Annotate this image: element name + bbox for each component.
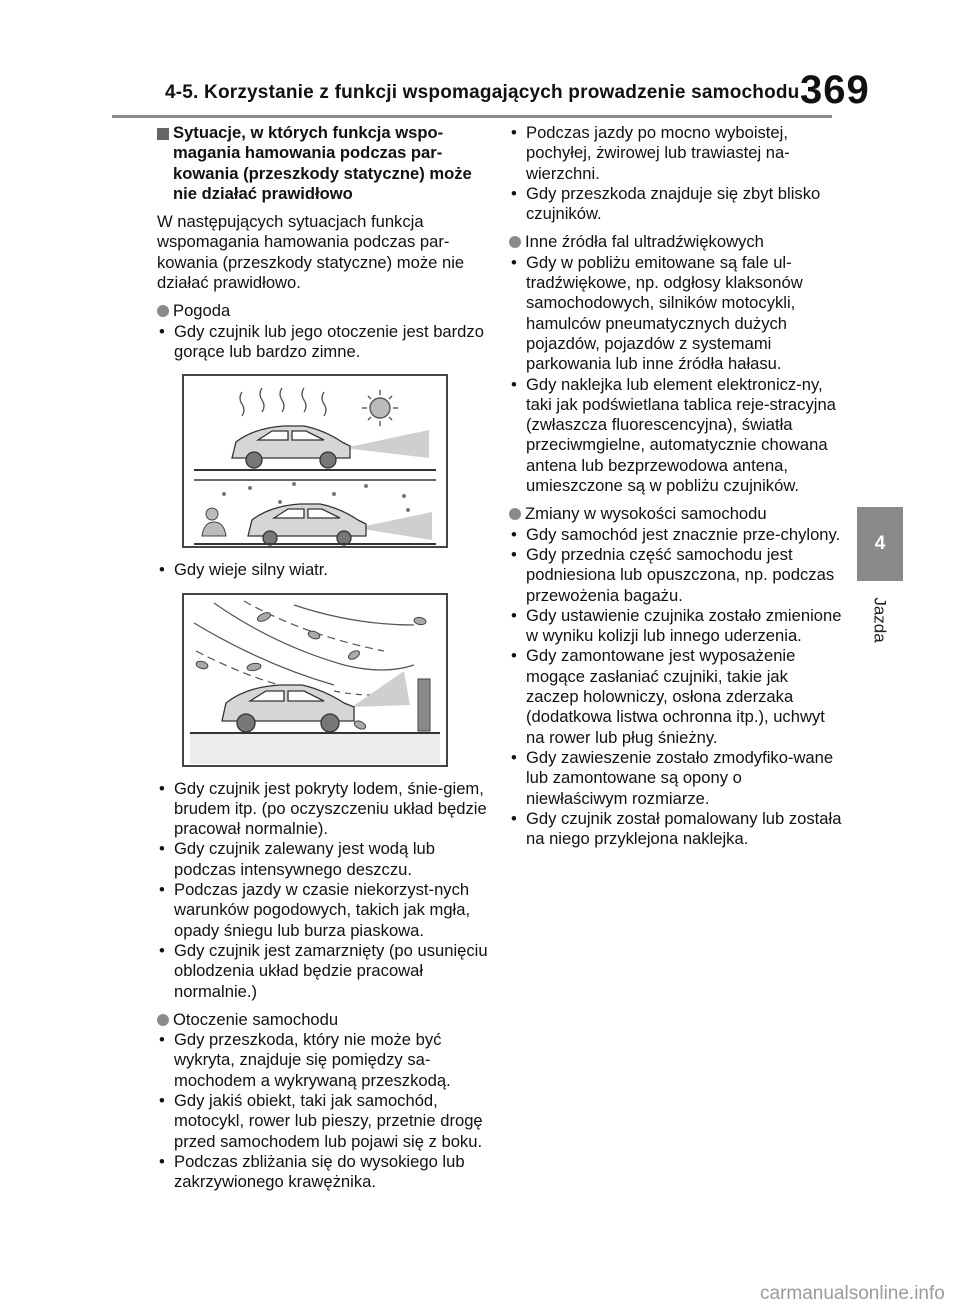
subheading-text: Zmiany w wysokości samochodu bbox=[525, 504, 767, 524]
subheading-text: Otoczenie samochodu bbox=[173, 1009, 339, 1029]
illustration-temperature bbox=[182, 374, 448, 548]
footer-watermark: carmanualsonline.info bbox=[760, 1283, 945, 1304]
surroundings-list bbox=[157, 1030, 492, 1192]
obstacle-wall bbox=[418, 679, 430, 731]
car-icon bbox=[232, 426, 350, 468]
subheading-ultrasonic bbox=[509, 232, 844, 252]
intro-paragraph: W następujących sytuacjach funkcja wspomagania hamowania podczas par-kowania (przeszkody statyczne) może nie działać prawidłowo. bbox=[157, 212, 465, 293]
list-item: • Gdy czujnik zalewany jest wodą lub podczas intensywnego deszczu. bbox=[157, 839, 492, 880]
list-item: • Gdy ustawienie czujnika zostało zmienione w wyniku kolizji lub innego uderzenia. bbox=[509, 606, 844, 647]
subheading-height bbox=[509, 504, 844, 524]
terrain-list bbox=[509, 123, 844, 224]
height-list bbox=[509, 525, 844, 850]
square-bullet-icon bbox=[157, 128, 169, 140]
wind-lines bbox=[194, 601, 414, 695]
ultrasonic-list bbox=[509, 253, 844, 497]
subheading-surroundings bbox=[157, 1010, 492, 1030]
list-item: • Gdy samochód jest znacznie prze-chylony. bbox=[509, 525, 844, 545]
running-header-title: 4-5. Korzystanie z funkcji wspomagających prowadzenie samochodu bbox=[165, 82, 800, 103]
list-item: • Gdy czujnik jest pokryty lodem, śnie-giem, brudem itp. (po oczyszczeniu układ będzie pracował normalnie). bbox=[157, 779, 492, 840]
list-item: • Gdy naklejka lub element elektronicz-ny, taki jak podświetlana tablica reje-stracyjna (zwłaszcza fluorescencyjna), światła przeciwmgielne, automatycznie chowana antena lub bezprzewodowa antena, umieszczone są w pobliżu czujników. bbox=[509, 375, 844, 497]
weather-list-1 bbox=[157, 322, 492, 363]
page-number: 369 bbox=[800, 68, 870, 112]
right-column bbox=[509, 123, 844, 849]
list-item: • Gdy jakiś obiekt, taki jak samochód, motocykl, rower lub pieszy, przetnie drogę przed samochodem lub pojawi się z boku. bbox=[157, 1091, 492, 1152]
weather-list-2 bbox=[157, 560, 492, 580]
list-item: • Gdy przeszkoda znajduje się zbyt blisko czujników. bbox=[509, 184, 844, 225]
circle-bullet-icon bbox=[509, 508, 521, 520]
car-icon bbox=[222, 685, 354, 732]
chapter-tab[interactable] bbox=[857, 507, 903, 581]
wind-car-illustration bbox=[184, 595, 446, 765]
weather-list-3 bbox=[157, 779, 492, 1002]
subheading-text: Pogoda bbox=[173, 301, 231, 321]
chapter-label: Jazda bbox=[871, 597, 890, 643]
list-item: • Gdy zawieszenie zostało zmodyfiko-wane lub zamontowane są opony o niewłaściwym rozmiarze. bbox=[509, 748, 844, 809]
list-item: • Gdy czujnik został pomalowany lub została na niego przyklejona naklejka. bbox=[509, 809, 844, 850]
left-column bbox=[157, 123, 492, 1193]
sensor-beam bbox=[352, 671, 410, 707]
sensor-beam bbox=[344, 430, 429, 458]
circle-bullet-icon bbox=[157, 305, 169, 317]
sun-icon bbox=[362, 390, 398, 426]
subheading-weather bbox=[157, 301, 492, 321]
subheading-text: Inne źródła fal ultradźwiękowych bbox=[525, 232, 764, 252]
illustration-wind bbox=[182, 593, 448, 767]
list-item: • Gdy przednia część samochodu jest podniesiona lub opuszczona, np. podczas przewożenia bagażu. bbox=[509, 545, 844, 606]
heat-waves-icon bbox=[240, 388, 326, 416]
circle-bullet-icon bbox=[509, 236, 521, 248]
chapter-label-box bbox=[857, 590, 903, 650]
car-icon bbox=[248, 504, 366, 545]
sensor-beam bbox=[356, 512, 432, 540]
section-heading bbox=[157, 123, 492, 204]
header-divider bbox=[112, 115, 832, 118]
list-item: • Podczas zbliżania się do wysokiego lub zakrzywionego krawężnika. bbox=[157, 1152, 492, 1193]
list-item: • Gdy wieje silny wiatr. bbox=[157, 560, 492, 580]
circle-bullet-icon bbox=[157, 1014, 169, 1026]
list-item: • Podczas jazdy po mocno wyboistej, pochyłej, żwirowej lub trawiastej na-wierzchni. bbox=[509, 123, 844, 184]
list-item: • Gdy w pobliżu emitowane są fale ul-tradźwiękowe, np. odgłosy klaksonów samochodowych, silników motocykli, hamulców pneumatycznych dużych pojazdów, pojazdów z systemami parkowania lub inne źródła hałasu. bbox=[509, 253, 844, 375]
person-icon bbox=[202, 508, 226, 536]
list-item: • Podczas jazdy w czasie niekorzyst-nych warunków pogodowych, takich jak mgła, opady śniegu lub burza piaskowa. bbox=[157, 880, 492, 941]
section-heading-text: Sytuacje, w których funkcja wspo-magania hamowania podczas par-kowania (przeszkody statyczne) może nie działać prawidłowo bbox=[173, 123, 472, 203]
list-item: • Gdy czujnik lub jego otoczenie jest bardzo gorące lub bardzo zimne. bbox=[157, 322, 492, 363]
chapter-number: 4 bbox=[874, 533, 886, 554]
hot-cold-car-illustration bbox=[184, 376, 446, 546]
list-item: • Gdy przeszkoda, który nie może być wykryta, znajduje się pomiędzy sa-mochodem a wykrywaną przeszkodą. bbox=[157, 1030, 492, 1091]
list-item: • Gdy czujnik jest zamarznięty (po usunięciu oblodzenia układ będzie pracował normalnie.) bbox=[157, 941, 492, 1002]
list-item: • Gdy zamontowane jest wyposażenie mogące zasłaniać czujniki, takie jak zaczep holowniczy, osłona zderzaka (dodatkowa listwa ochronna itp.), uchwyt na rower lub pług śnieżny. bbox=[509, 646, 844, 747]
